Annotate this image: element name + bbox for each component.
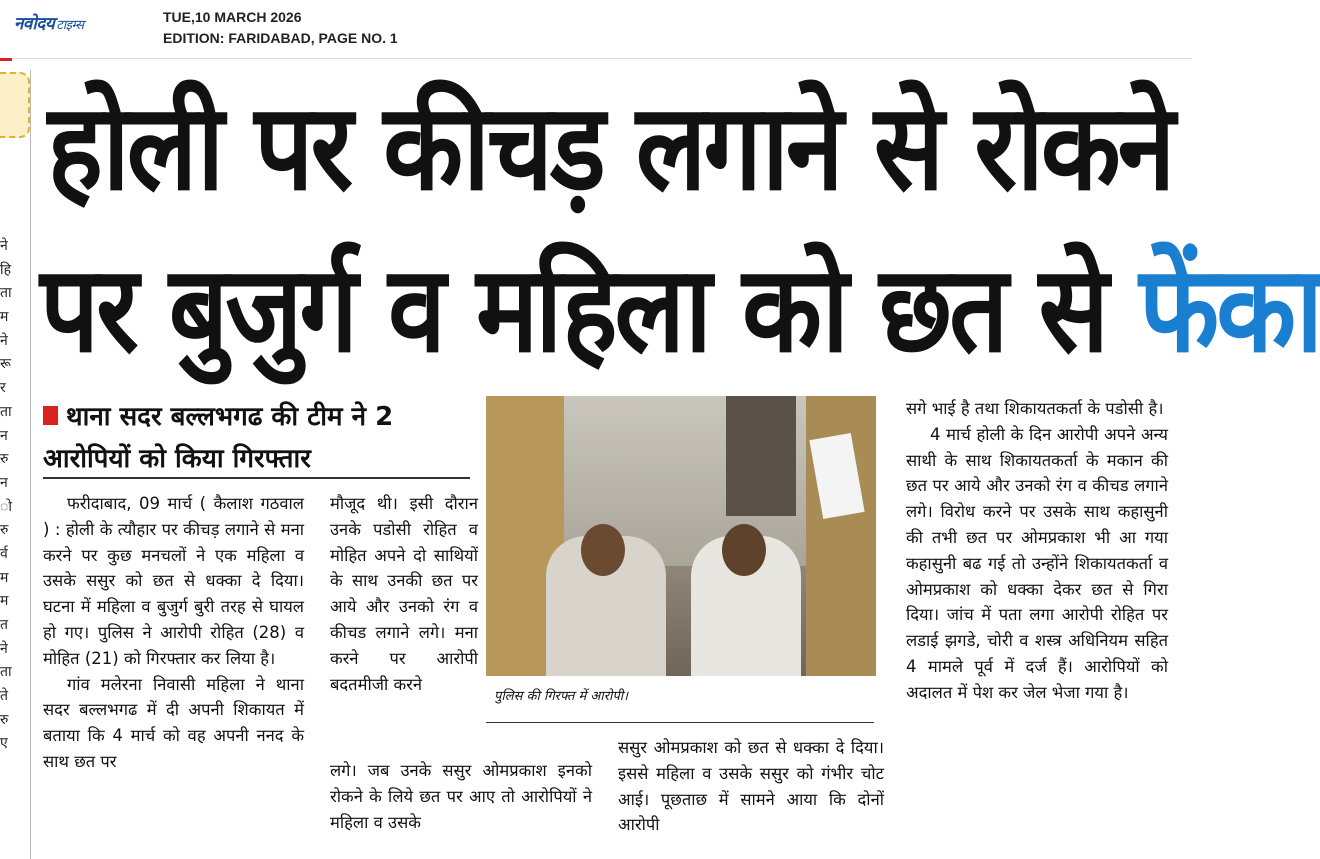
article-column-1 [43,491,304,775]
red-marker [0,58,12,61]
fragment-line: र [0,380,6,397]
paragraph: ससुर ओमप्रकाश को छत से धक्का दे दिया। इससे महिला व उसके ससुर को गंभीर चोट आई। पूछताछ में सामने आया कि दोनों आरोपी [618,738,884,835]
subheadline-text: थाना सदर बल्लभगढ की टीम ने 2 आरोपियों को किया गिरफ्तार [43,402,394,474]
news-photo[interactable] [486,396,876,676]
headline-line-1: होली पर कीचड़ लगाने से रोकने [47,76,1173,218]
fragment-line: ता [0,403,12,420]
paragraph: सगे भाई है तथा शिकायतकर्ता के पडोसी है। [906,399,1164,418]
accused-head-1 [581,524,625,576]
fragment-line: ने [0,332,8,349]
fragment-line: रु [0,711,9,728]
paragraph: 4 मार्च होली के दिन आरोपी अपने अन्य साथी के साथ शिकायतकर्ता के मकान की छत पर आये और उनको रंग व कीचड लगाने लगे। विरोध करने पर उसके साथ कहासुनी की तभी छत पर ओमप्रकाश भी आ गया कहासुनी बढ गई तो उन्होंने शिकायतकर्ता व ओमप्रकाश को धक्का देकर छत से गिरा दिया। जांच में पता लगा आरोपी रोहित पर लडाई झगडे, चोरी व शस्त्र अधिनियम सहित 4 मामले पूर्व में दर्ज हैं। आरोपियों को अदालत में पेश कर जेल भेजा गया है। [906,424,1168,702]
paragraph: फरीदाबाद, 09 मार्च ( कैलाश गठवाल ) : होली के त्यौहार पर कीचड़ लगाने से मना करने पर कुछ मनचलों ने एक महिला व उसके ससुर को छत से धक्का दे दिया। घटना में महिला व बुजुर्ग बुरी तरह से घायल हो गए। पुलिस ने आरोपी रोहित (28) व मोहित (21) को गिरफ्तार कर लिया है। [43,494,304,668]
fragment-line: न [0,474,8,491]
fragment-line: हि [0,261,12,278]
fragment-line: ता [0,664,12,681]
edition-info: EDITION: FARIDABAD, PAGE NO. 1 [163,30,398,46]
issue-date: TUE,10 MARCH 2026 [163,9,302,25]
article-column-2 [330,491,478,697]
column-divider [30,70,31,859]
article-column-3 [618,735,884,838]
logo-sub: टाइम्स [56,18,84,33]
fragment-line: म [0,593,9,610]
photo-caption: पुलिस की गिरफ्त में आरोपी। [494,689,629,704]
adjacent-clipping-edge [0,72,30,138]
adjacent-article-fragment [0,235,14,756]
fragment-line: रु [0,451,9,468]
article-column-2-continued [330,758,592,835]
fragment-line: ो [0,498,12,515]
fragment-line: त [0,617,8,633]
fragment-line: म [0,309,9,326]
fragment-line: ए [0,735,8,752]
masthead-bar [0,0,1192,59]
fragment-line: ता [0,285,12,302]
fragment-line: ते [0,688,8,705]
fragment-line: म [0,569,9,586]
fragment-line: ने [0,640,8,657]
photo-door [726,396,796,516]
subheadline [43,396,468,480]
paragraph: गांव मलेरना निवासी महिला ने थाना सदर बल्लभगढ में दी अपनी शिकायत में बताया कि 4 मार्च को वह अपनी ननद के साथ छत पर [43,674,304,771]
fragment-line: रू [0,356,11,373]
logo-main: नवोदय [14,14,55,34]
headline-line-2 [40,223,1320,396]
newspaper-logo[interactable] [14,11,84,34]
fragment-line: रु [0,522,9,539]
caption-rule [486,722,874,723]
headline-line-2-text: पर बुजुर्ग व महिला को छत से [40,238,1140,380]
subheadline-rule [43,477,470,479]
red-square-icon [43,406,58,425]
headline-highlight: फेंका [1139,238,1320,380]
accused-head-2 [722,524,766,576]
article-column-4 [906,396,1168,706]
fragment-line: न [0,427,8,444]
fragment-line: ने [0,238,8,254]
paragraph: मौजूद थी। इसी दौरान उनके पडोसी रोहित व मोहित अपने दो साथियों के साथ उनकी छत पर आये और उनको रंग व कीचड लगाने लगे। मना करने पर आरोपी बदतमीजी करने [330,494,478,694]
paragraph: लगे। जब उनके ससुर ओमप्रकाश इनको रोकने के लिये छत पर आए तो आरोपियों ने महिला व उसके [330,761,592,832]
fragment-line: र्व [0,545,8,562]
